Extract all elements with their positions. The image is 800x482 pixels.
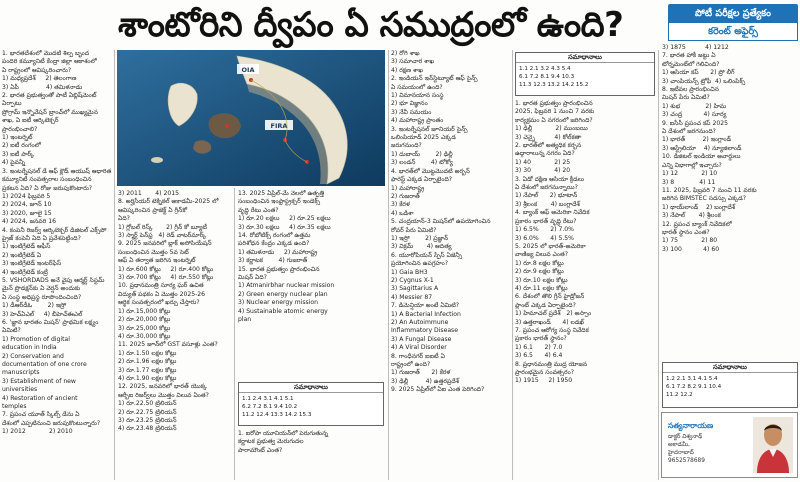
text-line: 13. 2025 ఏప్రిల్-మే నెలలో ఉత్పత్తి xyxy=(238,190,325,197)
author-portrait-graphic xyxy=(753,417,793,473)
text-line: ప్లాంట్ ఎక్కడ ఏర్పాటైంది? xyxy=(515,301,576,309)
text-line: 1) విమానయాన సంస్థ xyxy=(391,92,444,100)
text-line: 3) శ్రీలంక 4) బంగ్లాదేశ్ xyxy=(515,200,580,208)
text-line: ఒలింపియాడ్ 2025 ఎక్కడ xyxy=(391,134,456,142)
text-line: 3) 6.5 4) 6.4 xyxy=(515,352,563,360)
text-line: ఆర్థిక సంవత్సరంలో ఖర్చు చేస్తారు? xyxy=(118,299,200,307)
text-line: 1) రూ.22.50 ట్రిలియన్ xyxy=(118,400,177,408)
text-line: కార్యక్రమం ఏ నగరంలో జరిగింది? xyxy=(515,116,593,124)
text-line: 1) 6.5% 2) 7.0% xyxy=(515,226,574,234)
text-line: ఏ సంస్థ అధిప్రస్థ రూపొందించింది? xyxy=(2,293,82,301)
text-line: 3) ఇంటిగ్రేటెడ్ ఇంటర్‌ఫేస్ xyxy=(2,260,62,268)
text-line: 4) Restoration of ancient xyxy=(2,394,78,402)
text-line: 3) లండన్ 4) టోక్యో xyxy=(391,159,453,167)
text-line: 8. గాంధీనగర్ ఐఐటీ ఏ xyxy=(391,352,445,360)
text-line: ఆర్బీఐ రిజర్వ్‌లు మొత్తం విలువ ఏంత? xyxy=(118,391,209,399)
text-line: 2) రోగి శాఖ xyxy=(391,50,420,57)
text-line: ప్రయోగించిన ఉపగ్రహం? xyxy=(391,260,448,268)
column-3 xyxy=(238,190,386,380)
text-line: plan xyxy=(238,316,252,324)
text-line: 2) రూ.1.96 లక్షల కోట్లు xyxy=(118,358,177,366)
text-line: 3) రూ.10 లక్షల కోట్లు xyxy=(515,276,568,284)
text-line: 1) ఢిల్లీ 2) ముంబయి xyxy=(515,125,588,133)
text-line: 1) Promotion of digital xyxy=(2,335,70,343)
text-line: 5. 2025 లో భారత్-అమెరికా xyxy=(515,242,586,250)
column-1 xyxy=(2,50,112,480)
text-line: 1) 2012 2) 2010 xyxy=(2,428,73,436)
text-line: శాఖ, ఏ ఐటీ ఆర్కిటెక్చర్ xyxy=(2,117,59,125)
text-line: 4) ఒడిశా xyxy=(391,209,414,217)
text-line: 3) రూ.25,000 కోట్లు xyxy=(118,324,171,332)
text-line: 3) Sagittarius A xyxy=(391,285,439,293)
column-divider xyxy=(388,50,389,480)
text-line: 6. యూరోపియన్ స్పేస్ ఏజెన్సీ xyxy=(391,251,463,259)
text-line: 1) రూ.20 లక్షలు 2) రూ.25 లక్షలు xyxy=(238,215,331,223)
author-line3: హైదరాబాద్ xyxy=(668,450,694,456)
text-line: 3) ఉత్తరాఖండ్ 4) లడఖ్ xyxy=(515,318,584,326)
text-line: 4) రూ.11 లక్షల కోట్లు xyxy=(515,284,568,292)
text-line: ఆవిష్కరించిన ప్రాజెక్ట్ ఏ గ్రీన్‌కో xyxy=(118,206,188,214)
text-line: ప్రోగ్రామ్‌ ఇన్నొవేషన్ బ్రాంచ్‌లో ముఖ్యమైన xyxy=(2,108,98,116)
column-7 xyxy=(662,44,798,360)
text-line: 1) 75 2) 80 xyxy=(662,237,718,245)
text-line: 6. దేశంలో తొలి గ్రీన్ హైడ్రోజన్ xyxy=(515,293,585,301)
text-line: 4) 2024, జనవరి 16 xyxy=(2,218,56,226)
badge-top-label: పోటీ పరీక్షల ప్రత్యేకం xyxy=(668,4,798,23)
column-divider xyxy=(512,50,513,480)
text-line: 1) ఇంటిగ్రేటెడ్ ఆఫీస్ xyxy=(2,243,51,251)
text-line: 1) భారత్ 2) ఇంగ్లాండ్ xyxy=(662,136,732,144)
text-line: టోర్నమెంట్‌లో గెలిచింది? xyxy=(662,60,720,68)
text-line: 3) చంద్ర 4) సూర్య xyxy=(662,111,727,119)
text-line: 3) సమాచార శాఖ xyxy=(391,58,435,66)
text-line: 1) A Bacterial Infection xyxy=(391,310,461,318)
text-line: 2. భారత్‌లో అత్యధిక కర్బన xyxy=(515,142,582,150)
text-line: వృద్ధి రేటు ఎంత? xyxy=(238,206,279,214)
text-line: 9. ఐసీసీ ప్రపంచ కప్ 2025 xyxy=(662,119,728,127)
text-line: 8. అర్హిసీయర్ టెక్నికల్ అకాడమీ-2025 లో xyxy=(118,198,219,206)
answers-box-1 xyxy=(238,382,384,426)
text-line: 3. ఇంటర్నేషనల్ డే ఆఫ్ క్లౌడ్ ఆయుష్ ఆధారిత xyxy=(2,167,112,175)
answers-row: 11.2 12.4 13.3 14.2 15.3 xyxy=(242,412,312,418)
text-line: 3) 1875 4) 1212 xyxy=(662,44,729,51)
text-line: Inflammatory Disease xyxy=(391,327,458,335)
text-line: 4) రూ.30,000 కోట్లు xyxy=(118,332,171,340)
text-line: ఆఫ్ ఏ తర్వాత జరిగిన ఇంటర్నెట్ xyxy=(118,257,196,265)
answers-title: సమాధానాలు xyxy=(239,383,383,393)
text-line: భారత్ స్థానం ఎంత? xyxy=(662,228,710,236)
text-line: 1) 1915 2) 1950 xyxy=(515,377,573,385)
author-phone: 9652578689 xyxy=(668,458,705,464)
text-line: 9. 2025 జనవరిలో బ్లాక్ అసోసియేషన్ xyxy=(118,240,212,248)
text-line: 2) Green energy nuclear plan xyxy=(238,290,328,298)
text-line: 2. భారత ప్రభుత్వంతో పాటీ ఏబ్లిష్‌మెంట్ ఏర్పాటు xyxy=(2,92,99,108)
text-line: 10. ప్రధానమంత్రి సూర్య ఘర్ ఉచిత xyxy=(118,282,204,290)
text-line: ఏ దేశంలో జరగనున్నాయి? xyxy=(515,184,578,192)
text-line: 3) 8 4) 11 xyxy=(662,178,716,186)
text-line: 4) మహారాష్ట్ర ప్రాంతం xyxy=(391,117,444,125)
text-line: 4. కంపెనీ రిజర్వ్ ఆర్కిటెక్చర్ డిజిటల్ ఎక్స్‌పో xyxy=(2,226,107,234)
text-line: 11. 2025 జూన్‌లో GST వసూళ్లు ఎంత? xyxy=(118,341,218,349)
text-line: 2) భూ విజ్ఞానం xyxy=(391,100,428,108)
text-line: 1. ఐరోపా యూనియన్‌లో పెరుగుతున్న xyxy=(238,430,329,437)
text-line: ఏ సమయంలో ఉంది? xyxy=(391,83,443,91)
text-line: 1) Gaia BH3 xyxy=(391,268,428,276)
text-line: 1) నేపాల్ 2) భూటాన్ xyxy=(515,192,578,200)
text-line: 3) 30 4) 20 xyxy=(515,167,571,175)
text-line: 1) తమిళనాడు 2) మహారాష్ట్ర xyxy=(238,248,318,256)
author-info xyxy=(668,433,752,465)
answers-grid xyxy=(239,393,383,421)
column-6 xyxy=(515,100,656,480)
text-line: education in India xyxy=(2,344,57,352)
text-line: 1) గుజరాత్ 2) కేరళ xyxy=(391,369,451,377)
text-line: 4) రక్షణ శాఖ xyxy=(391,66,423,74)
text-line: 3) రూ.700 కోట్లు 4) రూ.550 కోట్లు xyxy=(118,274,214,282)
text-line: పారామౌంట్ ఎంత? xyxy=(238,446,283,454)
text-line: 3) రూ.30 లక్షలు 4) రూ.35 లక్షలు xyxy=(238,223,331,231)
text-line: 3) హెచ్ఏఎల్ 4) బీహెచ్ఈఎల్ xyxy=(2,310,83,318)
section-badge xyxy=(668,4,798,42)
text-line: ఫారెస్ట్ ఎక్కడ ఏర్పాటైంది? xyxy=(391,176,452,184)
map-graphic xyxy=(117,50,385,186)
text-line: 10. డిజిటల్ ఇండియా అవార్డులు xyxy=(662,153,741,161)
text-line: ప్రారంభమైన సంవత్సరం? xyxy=(515,369,574,376)
answers-row: 11.3 12.3 13.2 14.2 15.2 xyxy=(519,82,589,88)
answers-row: 1.1 2.1 3.2 4.3 5.4 xyxy=(519,66,571,72)
text-line: 2025, ఫిబ్రవరి 1 నుంచి 7 వరకు xyxy=(515,108,595,116)
answers-title: సమాధానాలు xyxy=(663,363,797,373)
text-line: 8. ప్రధానమంత్రి ముద్ర యోజన xyxy=(515,360,588,368)
text-line: 1) Atmanirbhar nuclear mission xyxy=(238,282,335,290)
text-line: పందిరి కమ్యూనిటీ కేంద్రా జిల్లా ఆకాశంలో xyxy=(2,58,97,66)
text-line: దేశంలో ఎప్పటినుంచి జరుపుకొంటున్నారు? xyxy=(2,419,101,427)
text-line: 3) 6.0% 4) 5.5% xyxy=(515,234,574,242)
column-divider xyxy=(114,50,115,480)
text-line: 2) గుజరాత్ xyxy=(391,192,420,200)
text-line: 1) మహారాష్ట్ర xyxy=(391,184,425,192)
text-line: 2. ఇండియన్ ఇన్‌స్టిట్యూట్ ఆఫ్ సైన్స్ xyxy=(391,75,478,83)
text-line: వాణిజ్య విలువ ఎంత? xyxy=(515,251,568,259)
text-line: 3) స్మార్ట్ పెన్‌ఫ్ర 4) రెడ్ వాటర్‌మార్క్ xyxy=(118,232,207,240)
text-line: 2) An Autoimmune xyxy=(391,319,449,326)
text-line: 3) చాంపియన్స్ ట్రోఫీ 4) ఒలింపిక్స్ xyxy=(662,77,746,85)
text-line: 8. ఇటీవల ప్రారంభించిన xyxy=(662,86,719,94)
text-line: 2) Cygnus X-1 xyxy=(391,276,434,284)
text-line: 4) Messier 87 xyxy=(391,293,433,301)
text-line: 6. 'జ్ఞాన భారతం మిషన్' ప్రాథమిక లక్ష్యం xyxy=(2,319,99,326)
text-line: 12. 2025, జనవరిలో భారత్ యొక్క xyxy=(118,383,207,391)
column-4 xyxy=(391,50,510,480)
text-line: universities xyxy=(2,386,38,394)
text-line: 3) 100 4) 60 xyxy=(662,245,720,253)
text-line: 3) రూ.1.77 లక్షల కోట్లు xyxy=(118,366,177,374)
text-line: సంబంధించిన ఇంఫ్రాస్ట్రక్చర్ ఇండెక్స్ xyxy=(238,198,321,206)
text-line: 3) కేరళ xyxy=(391,201,410,209)
answers-row: 6.1 7.2 8.2 9.1 10.4 xyxy=(666,384,722,390)
text-line: రోవర్ పేరు ఏమిటి? xyxy=(391,226,437,234)
text-line: ఏ రాష్ట్రంలో ఆవిష్కరించారు? xyxy=(2,66,72,74)
author-line2: అకాడమీ, xyxy=(668,442,690,448)
text-line: 2) రూ.20,000 కోట్లు xyxy=(118,316,171,324)
text-line: మిషన్ ఏది? xyxy=(238,274,267,282)
text-line: 3. ఏడో దక్షిణ ఆసియా క్రీడలు xyxy=(515,175,585,183)
author-line1: డాక్టర్ విశ్వనాథ్ xyxy=(668,434,703,440)
text-line: 4) A Viral Disorder xyxy=(391,344,447,352)
text-line: 2) రూ.9 లక్షల కోట్లు xyxy=(515,268,564,276)
text-line: documentation of one crore xyxy=(2,361,87,369)
map-label-fira: FIRA xyxy=(270,122,288,130)
text-line: జరిగిన BIMSTEC సదస్సు ఎక్కడ? xyxy=(662,195,747,203)
text-line: 2) రూ.22.75 ట్రిలియన్ xyxy=(118,408,177,416)
column-2 xyxy=(118,190,232,480)
text-line: 3) చెన్నై 4) కోల్‌కతా xyxy=(515,133,582,141)
text-line: 1) రూ.600 కోట్లు 2) రూ.400 కోట్లు xyxy=(118,265,214,273)
text-line: 4) రూ.23.48 ట్రిలియన్ xyxy=(118,425,177,433)
text-line: 1) రూ.15,000 కోట్లు xyxy=(118,307,171,315)
text-line: మిషన్ పేరు ఏమిటి? xyxy=(662,94,710,102)
text-line: 1) హిమాచల్ ప్రదేశ్ 2) అస్సాం xyxy=(515,310,592,318)
text-line: ప్రకారం భారత్ వృద్ధి రేటు? xyxy=(515,217,577,225)
text-line: పరిశోధన కేంద్రం ఎక్కడ ఉంది? xyxy=(238,240,310,248)
text-line: జరుగనుంది? xyxy=(391,142,422,150)
text-line: ఉద్గారాలున్న నగరం ఏది? xyxy=(515,150,575,158)
text-line: 1) 40 2) 25 xyxy=(515,158,571,166)
text-line: 1. భారత ప్రభుత్వం ప్రారంభించిన xyxy=(515,100,593,107)
text-line: 5. చంద్రయాన్-3 మిషన్‌లో ఉపయోగించిన xyxy=(391,218,491,226)
text-line: 3) కర్ణాటక 4) గుజరాత్ xyxy=(238,257,308,265)
text-line: 3) రూ.23.25 ట్రిలియన్ xyxy=(118,416,177,424)
text-line: ఎన్ని విభాగాల్లో ఇచ్చారు? xyxy=(662,161,722,169)
text-line: 1) రూ.1.50 లక్షల కోట్లు xyxy=(118,349,177,357)
text-line: 4. భారత్‌లో మొట్టమొదటి అర్బన్ xyxy=(391,167,470,175)
author-box xyxy=(661,412,798,478)
text-line: 3. ఇంటర్నేషనల్ జూనియర్ సైన్స్ xyxy=(391,125,468,133)
text-line: 1) శుభ 2) హిమ xyxy=(662,102,727,110)
text-line: 1) గ్లోబల్ రిస్క్ 2) గ్రీన్ కో బ్యూటీ xyxy=(118,223,207,231)
text-line: 1) 2024 ఫిబ్రవరి 5 xyxy=(2,192,51,200)
text-line: ఏమిటి? xyxy=(2,327,21,335)
headline: శాంటోరిని ద్వీపం ఏ సముద్రంలో ఉంది? xyxy=(118,5,624,45)
santorini-map-image xyxy=(117,50,385,186)
text-line: విద్యుత్ పథకం ఏ మొత్తం 2025-26 xyxy=(118,290,206,298)
text-line: సంబంధించిన మొత్తం 5వ సెట్ xyxy=(118,248,189,256)
text-line: రాష్ట్రంలో ఉంది? xyxy=(391,361,431,369)
map-label-oia: OIA xyxy=(241,66,255,74)
text-line: 3) ఏపీ 4) తమిళనాడు xyxy=(2,83,83,91)
text-line: 2) 2024, జూన్ 10 xyxy=(2,201,52,209)
text-line: 1) ఇస్రో 2) ప్రజ్ఞాన్ xyxy=(391,234,449,242)
author-name: సత్యనారాయణ xyxy=(668,421,714,430)
answers-row: 1.2 2.1 3.1 4.1 5.4 xyxy=(666,376,718,382)
text-line: 1) ఇంటర్నెట్ xyxy=(2,134,58,142)
text-line: ప్రారంభించాలి? xyxy=(2,125,38,133)
text-line: 12. ప్రపంచ బ్యాంక్ నివేదికలో xyxy=(662,220,732,228)
answers-row: 11.2 12.2 xyxy=(666,392,693,398)
text-line: 7. ప్రపంచ యూత్ స్కిల్స్ డేను ఏ xyxy=(2,411,80,419)
text-line: 7. డిమెన్షియా అంటే ఏమిటి? xyxy=(391,302,460,310)
text-line: 2) ఐటీ రంగంలో xyxy=(2,142,41,150)
text-line: 5. VSHORDADS అనే వైపు ఆర్మర్డ్ సిస్టమ్ xyxy=(2,276,105,284)
text-line: 3) విక్రమ్ 4) ఆదిత్య xyxy=(391,243,452,251)
text-line: 2) ఇంటిగ్రేటెడ్ ఏ xyxy=(2,251,42,259)
column-3b xyxy=(238,430,386,480)
text-line: ఏది? xyxy=(118,215,130,223)
text-line: 4) Sustainable atomic energy xyxy=(238,307,328,315)
answers-box-3 xyxy=(662,362,798,408)
text-line: 3) 2020, జూలై 15 xyxy=(2,209,52,217)
text-line: 2) Conservation and xyxy=(2,352,64,360)
text-line: కమ్యూనిటీ సంవత్సరాల సంబంధించిన xyxy=(2,176,92,184)
text-line: 3) ఐటీ పార్క్ xyxy=(2,150,35,158)
text-line: 3) Nuclear energy mission xyxy=(238,299,319,307)
answers-row: 6.1 7.2 8.1 9.4 10.3 xyxy=(519,74,575,80)
text-line: ఏ దేశంలో జరగనుంది? xyxy=(662,128,716,136)
answers-row: 6.2 7.2 8.1 9.4 10.2 xyxy=(242,404,298,410)
text-line: 4) పైవన్నీ xyxy=(2,159,26,167)
answers-row: 1.1 2.4 3.1 4.1 5.1 xyxy=(242,396,294,402)
text-line: 7. భారత హాకీ జట్టు ఏ xyxy=(662,52,716,60)
text-line: 3) నేవీ సమయం xyxy=(391,108,432,116)
text-line: కర్ణాటక ప్రభుత్వ మెరుగుదల xyxy=(238,438,304,446)
text-line: 1) డీఆర్‌డీఓ 2) ఇస్రో xyxy=(2,302,67,310)
text-line: 1) మధ్యప్రదేశ్ 2) తెలంగాణ xyxy=(2,75,77,83)
answers-title: సమాధానాలు xyxy=(516,53,654,63)
text-line: 1) ఆసియా కప్ 2) ప్రో లీగ్ xyxy=(662,69,735,77)
text-line: ప్రకారం భారత్ స్థానం? xyxy=(515,335,567,343)
text-line: 1) దుబాయ్ 2) ఢిల్లీ xyxy=(391,150,453,158)
text-line: 3) Establishment of new xyxy=(2,377,76,385)
text-line: manuscripts xyxy=(2,369,40,377)
answers-box-2 xyxy=(515,52,655,96)
text-line: 4) రూ.1.90 లక్షల కోట్లు xyxy=(118,374,177,382)
author-photo xyxy=(753,417,793,473)
text-line: 1. భారతదేశంలో మొదటి శిల్ప బృంద xyxy=(2,50,90,57)
text-line: 11. 2025, ఫిబ్రవరి 7 నుంచి 11 వరకు xyxy=(662,186,757,194)
text-line: 1) 12 2) 10 xyxy=(662,170,718,178)
answers-grid xyxy=(663,373,797,401)
text-line: 3) ఆస్ట్రేలియా 4) న్యూజిలాండ్ xyxy=(662,144,742,152)
text-line: 15. భారత ప్రభుత్వం ప్రారంభించిన xyxy=(238,265,320,273)
text-line: 1) 6.1 2) 7.0 xyxy=(515,343,563,351)
text-line: 3) A Fungal Disease xyxy=(391,335,452,343)
text-line: 4) ఇంటిగ్రేటెడ్ కంట్రీ xyxy=(2,268,48,276)
text-line: ప్రైజ్ కంపెనీ ఏది ఏ ప్రవేశపెట్టింది? xyxy=(2,234,81,242)
text-line: temples xyxy=(2,403,27,411)
text-line: ప్రకటన ఏది? ఏ రోజు జరుపుకొంటారు? xyxy=(2,184,93,192)
text-line: 3) నేపాల్ 4) శ్రీలంక xyxy=(662,212,721,220)
column-divider xyxy=(234,188,235,480)
text-line: 3) 2011 4) 2015 xyxy=(118,190,179,197)
text-line: 4. బ్యాంక్ ఆఫ్ అమెరికా నివేదిక xyxy=(515,209,590,217)
text-line: 14. రోబోటిక్స్ రంగంలో ఉత్తమ xyxy=(238,232,311,240)
text-line: 1) రూ.8 లక్షల కోట్లు xyxy=(515,259,564,267)
column-divider xyxy=(658,50,659,480)
text-line: 7. ప్రపంచ ఆరోగ్య సంస్థ నివేదిక xyxy=(515,326,589,334)
text-line: 9. 2025 ఏప్రిల్‌లో ఏఐ ఎంత పెరిగింది? xyxy=(391,386,485,394)
text-line: 1) థాయ్‌లాండ్ 2) బంగ్లాదేశ్ xyxy=(662,203,736,211)
text-line: 3) ఢిల్లీ 4) ఉత్తరప్రదేశ్ xyxy=(391,377,459,385)
text-line: మైన్ ప్రొడక్షన్‌కు ఏ వెర్షన్ అందుకు xyxy=(2,285,81,293)
answers-grid xyxy=(516,63,654,91)
badge-bottom-label: కరెంట్ అఫైర్స్ xyxy=(668,23,798,41)
